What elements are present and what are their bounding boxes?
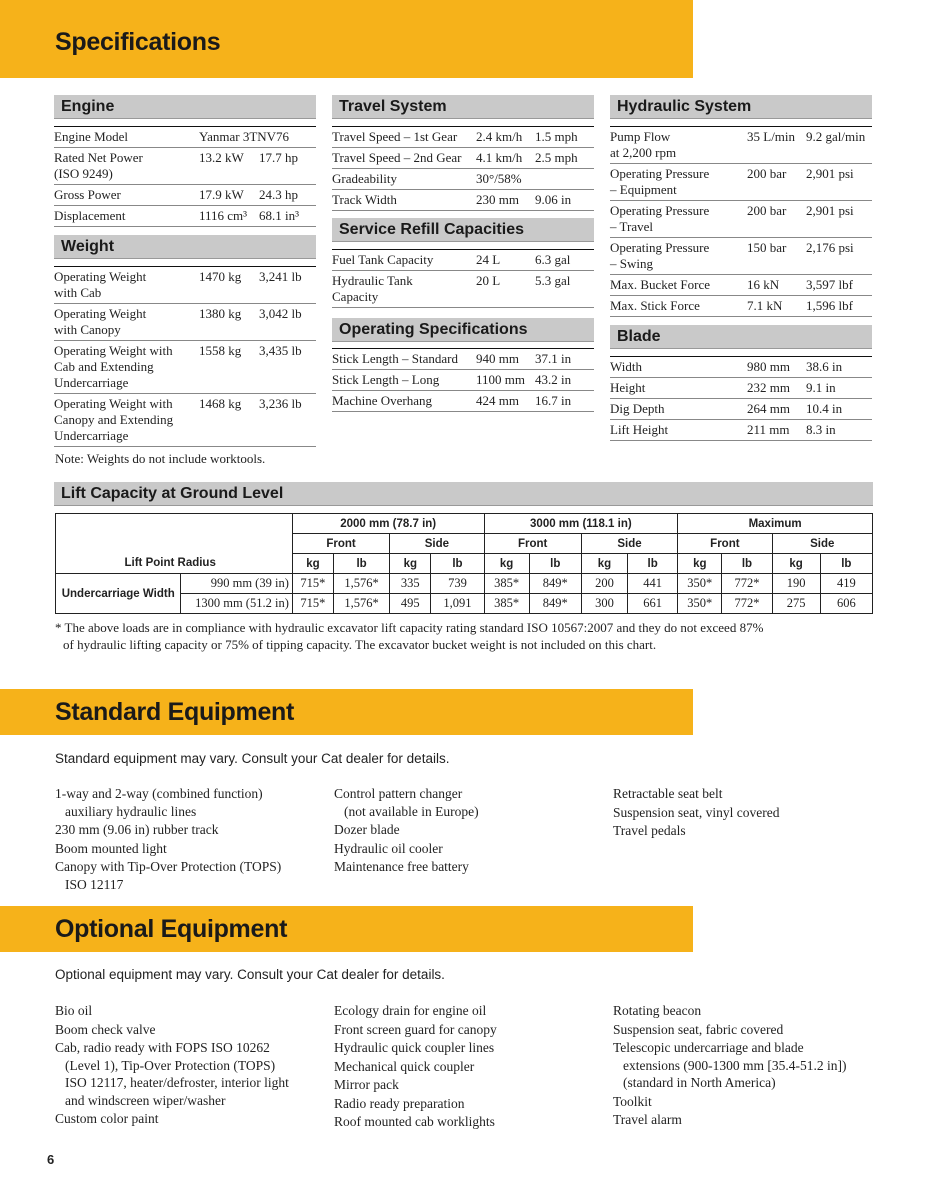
equipment-item: Dozer blade	[334, 822, 400, 837]
spec-metric: 1558 kg	[199, 341, 259, 394]
spec-metric: Yanmar 3TNV76	[199, 127, 316, 148]
spec-label: Height	[610, 378, 747, 399]
unit-lb: lb	[431, 554, 484, 574]
lift-cell: 350*	[678, 594, 722, 614]
spec-label: Operating Weight with Cab and Extending Undercarriage	[54, 341, 199, 394]
blade-heading: Blade	[610, 325, 872, 349]
unit-lb: lb	[529, 554, 581, 574]
spec-row	[54, 341, 316, 394]
spec-imperial: 2.5 mph	[535, 148, 594, 169]
lift-cell: 1,091	[431, 594, 484, 614]
equipment-item: Maintenance free battery	[334, 859, 469, 874]
lift-cell: 385*	[484, 594, 529, 614]
lift-group-2000: 2000 mm (78.7 in)	[292, 514, 484, 534]
spec-metric: 7.1 kN	[747, 296, 806, 317]
lift-cell: 275	[772, 594, 820, 614]
spec-row	[54, 394, 316, 447]
lift-cell: 661	[628, 594, 678, 614]
spec-metric: 424 mm	[476, 391, 535, 412]
lift-cell: 335	[390, 574, 431, 594]
spec-row	[610, 399, 872, 420]
equipment-item: Suspension seat, vinyl covered	[613, 804, 780, 820]
front-label: Front	[292, 534, 389, 554]
equipment-item: Hydraulic quick coupler lines	[334, 1040, 495, 1055]
spec-label: Travel Speed – 1st Gear	[332, 127, 476, 148]
lift-capacity-table	[55, 513, 873, 614]
lift-row	[56, 574, 873, 594]
front-label: Front	[484, 534, 581, 554]
spec-metric: 35 L/min	[747, 127, 806, 164]
lift-cell: 350*	[678, 574, 722, 594]
spec-metric: 17.9 kW	[199, 185, 259, 206]
equipment-item: Cab, radio ready with FOPS ISO 10262 (Level 1), Tip-Over Protection (TOPS) ISO 12117, heater/defroster, interior light and windscreen wiper/washer	[55, 1040, 289, 1108]
travel-table	[332, 126, 594, 211]
spec-metric: 24 L	[476, 250, 535, 271]
equipment-item: Ecology drain for engine oil	[334, 1003, 487, 1018]
spec-label: Rated Net Power (ISO 9249)	[54, 148, 199, 185]
equipment-item: Rotating beacon	[613, 1003, 702, 1018]
equipment-item: Retractable seat belt	[613, 786, 723, 801]
unit-lb: lb	[820, 554, 872, 574]
engine-table	[54, 126, 316, 227]
equipment-item: Travel pedals	[613, 823, 686, 838]
lift-row-width: 1300 mm (51.2 in)	[181, 594, 292, 614]
engine-heading: Engine	[54, 95, 316, 119]
unit-kg: kg	[772, 554, 820, 574]
spec-imperial: 38.6 in	[806, 357, 872, 378]
lift-cell: 385*	[484, 574, 529, 594]
page-number: 6	[47, 1152, 55, 1167]
lift-cell: 300	[581, 594, 627, 614]
optional-list-col1	[55, 1002, 325, 1129]
equipment-item: Travel alarm	[613, 1112, 682, 1127]
equipment-item: Mechanical quick coupler	[334, 1058, 475, 1074]
spec-label: Stick Length – Long	[332, 370, 476, 391]
spec-metric: 940 mm	[476, 349, 535, 370]
blade-table	[610, 356, 872, 441]
standard-list-col2	[334, 785, 604, 877]
spec-imperial: 2,901 psi	[806, 201, 872, 238]
weight-heading: Weight	[54, 235, 316, 259]
unit-kg: kg	[390, 554, 431, 574]
spec-row	[332, 370, 594, 391]
spec-row	[54, 206, 316, 227]
spec-metric: 150 bar	[747, 238, 806, 275]
spec-imperial: 1.5 mph	[535, 127, 594, 148]
hydraulic-table	[610, 126, 872, 317]
lift-radius-label: Lift Point Radius	[56, 554, 293, 574]
spec-label: Gradeability	[332, 169, 476, 190]
spec-label: Max. Stick Force	[610, 296, 747, 317]
spec-imperial: 8.3 in	[806, 420, 872, 441]
equipment-item: Boom mounted light	[55, 840, 167, 856]
refill-table	[332, 249, 594, 308]
equipment-item: Suspension seat, fabric covered	[613, 1021, 784, 1037]
spec-label: Lift Height	[610, 420, 747, 441]
spec-label: Operating Pressure – Equipment	[610, 164, 747, 201]
spec-row	[332, 391, 594, 412]
equipment-item: Hydraulic oil cooler	[334, 840, 443, 856]
front-label: Front	[678, 534, 772, 554]
page-title: Specifications	[55, 28, 221, 56]
optional-equipment-banner	[0, 906, 693, 952]
spec-imperial: 3,597 lbf	[806, 275, 872, 296]
operating-table	[332, 348, 594, 412]
spec-metric: 980 mm	[747, 357, 806, 378]
spec-imperial: 17.7 hp	[259, 148, 316, 185]
spec-imperial: 9.06 in	[535, 190, 594, 211]
lift-cell: 441	[628, 574, 678, 594]
spec-row	[610, 127, 872, 164]
spec-imperial: 68.1 in³	[259, 206, 316, 227]
equipment-item: Boom check valve	[55, 1021, 156, 1037]
spec-label: Operating Pressure – Travel	[610, 201, 747, 238]
spec-metric: 2.4 km/h	[476, 127, 535, 148]
optional-list-col2	[334, 1002, 604, 1132]
undercarriage-width-label: Undercarriage Width	[56, 574, 181, 614]
unit-kg: kg	[678, 554, 722, 574]
spec-metric: 1116 cm³	[199, 206, 259, 227]
equipment-item: Bio oil	[55, 1003, 93, 1018]
spec-row	[54, 148, 316, 185]
spec-imperial: 2,901 psi	[806, 164, 872, 201]
lift-cell: 200	[581, 574, 627, 594]
spec-metric: 200 bar	[747, 201, 806, 238]
spec-row	[332, 250, 594, 271]
spec-imperial: 2,176 psi	[806, 238, 872, 275]
spec-metric: 1468 kg	[199, 394, 259, 447]
optional-equipment-title: Optional Equipment	[55, 915, 288, 943]
spec-label: Max. Bucket Force	[610, 275, 747, 296]
spec-label: Dig Depth	[610, 399, 747, 420]
equipment-item: Mirror pack	[334, 1077, 399, 1092]
lift-footnote-2: of hydraulic lifting capacity or 75% of tipping capacity. The excavator bucket weight is not included on this chart.	[63, 637, 657, 652]
spec-label: Operating Weight with Canopy and Extending Undercarriage	[54, 394, 199, 447]
equipment-item: 1-way and 2-way (combined function) auxiliary hydraulic lines	[55, 786, 263, 819]
spec-metric: 13.2 kW	[199, 148, 259, 185]
spec-imperial: 16.7 in	[535, 391, 594, 412]
equipment-item: Control pattern changer (not available in Europe)	[334, 786, 479, 819]
spec-imperial: 24.3 hp	[259, 185, 316, 206]
spec-label: Operating Weight with Canopy	[54, 304, 199, 341]
weight-note: Note: Weights do not include worktools.	[55, 451, 266, 466]
side-label: Side	[581, 534, 677, 554]
spec-row	[610, 420, 872, 441]
spec-row	[332, 169, 594, 190]
equipment-item: Custom color paint	[55, 1111, 159, 1126]
spec-imperial: 3,435 lb	[259, 341, 316, 394]
optional-equipment-intro: Optional equipment may vary. Consult your Cat dealer for details.	[55, 967, 445, 982]
weight-table	[54, 266, 316, 447]
spec-label: Travel Speed – 2nd Gear	[332, 148, 476, 169]
spec-row	[332, 148, 594, 169]
spec-row	[54, 127, 316, 148]
spec-metric: 211 mm	[747, 420, 806, 441]
spec-label: Engine Model	[54, 127, 199, 148]
spec-row	[332, 349, 594, 370]
spec-label: Stick Length – Standard	[332, 349, 476, 370]
optional-list-col3	[613, 1002, 873, 1130]
spec-label: Fuel Tank Capacity	[332, 250, 476, 271]
spec-imperial: 43.2 in	[535, 370, 594, 391]
spec-imperial: 3,236 lb	[259, 394, 316, 447]
spec-metric: 20 L	[476, 271, 535, 308]
lift-cell: 606	[820, 594, 872, 614]
spec-row	[610, 275, 872, 296]
unit-kg: kg	[292, 554, 333, 574]
lift-cell: 849*	[529, 594, 581, 614]
spec-metric: 1380 kg	[199, 304, 259, 341]
spec-imperial: 37.1 in	[535, 349, 594, 370]
spec-label: Displacement	[54, 206, 199, 227]
spec-row	[610, 296, 872, 317]
spec-row	[54, 267, 316, 304]
lift-cell: 190	[772, 574, 820, 594]
lift-cell: 419	[820, 574, 872, 594]
spec-imperial: 1,596 lbf	[806, 296, 872, 317]
equipment-item: Radio ready preparation	[334, 1095, 465, 1111]
spec-label: Machine Overhang	[332, 391, 476, 412]
lift-cell: 1,576*	[334, 574, 390, 594]
equipment-item: Telescopic undercarriage and blade extensions (900-1300 mm [35.4-51.2 in]) (standard in North America)	[613, 1040, 847, 1090]
operating-heading: Operating Specifications	[332, 318, 594, 342]
spec-metric: 264 mm	[747, 399, 806, 420]
side-label: Side	[772, 534, 872, 554]
refill-heading: Service Refill Capacities	[332, 218, 594, 242]
spec-metric: 30°/58%	[476, 169, 535, 190]
spec-imperial: 9.1 in	[806, 378, 872, 399]
standard-list-col1	[55, 785, 325, 894]
equipment-item: Canopy with Tip-Over Protection (TOPS) ISO 12117	[55, 859, 282, 892]
unit-lb: lb	[628, 554, 678, 574]
spec-row	[610, 357, 872, 378]
spec-imperial: 10.4 in	[806, 399, 872, 420]
lift-group-maximum: Maximum	[678, 514, 873, 534]
unit-kg: kg	[581, 554, 627, 574]
spec-metric: 230 mm	[476, 190, 535, 211]
spec-label: Operating Weight with Cab	[54, 267, 199, 304]
spec-metric: 232 mm	[747, 378, 806, 399]
lift-cell: 739	[431, 574, 484, 594]
standard-list-col3	[613, 785, 873, 841]
spec-label: Track Width	[332, 190, 476, 211]
spec-row	[54, 304, 316, 341]
unit-lb: lb	[334, 554, 390, 574]
lift-cell: 1,576*	[334, 594, 390, 614]
spec-label: Width	[610, 357, 747, 378]
spec-metric: 1100 mm	[476, 370, 535, 391]
lift-cell: 495	[390, 594, 431, 614]
spec-imperial: 6.3 gal	[535, 250, 594, 271]
spec-label: Gross Power	[54, 185, 199, 206]
spec-row	[610, 164, 872, 201]
spec-row	[610, 201, 872, 238]
standard-equipment-intro: Standard equipment may vary. Consult your Cat dealer for details.	[55, 751, 450, 766]
lift-cell: 772*	[722, 574, 772, 594]
spec-imperial: 3,241 lb	[259, 267, 316, 304]
spec-row	[610, 378, 872, 399]
unit-lb: lb	[722, 554, 772, 574]
lift-row-width: 990 mm (39 in)	[181, 574, 292, 594]
lift-cell: 772*	[722, 594, 772, 614]
lift-cell: 715*	[292, 574, 333, 594]
spec-metric: 4.1 km/h	[476, 148, 535, 169]
specifications-banner	[0, 0, 693, 78]
lift-cell: 849*	[529, 574, 581, 594]
lift-heading: Lift Capacity at Ground Level	[54, 482, 873, 506]
lift-footnote-1: * The above loads are in compliance with hydraulic excavator lift capacity rating standard ISO 10567:2007 and they do not exceed 87%	[55, 620, 764, 635]
equipment-item: Front screen guard for canopy	[334, 1021, 497, 1037]
spec-metric: 16 kN	[747, 275, 806, 296]
lift-group-3000: 3000 mm (118.1 in)	[484, 514, 678, 534]
unit-kg: kg	[484, 554, 529, 574]
travel-heading: Travel System	[332, 95, 594, 119]
hydraulic-heading: Hydraulic System	[610, 95, 872, 119]
standard-equipment-banner	[0, 689, 693, 735]
spec-imperial: 9.2 gal/min	[806, 127, 872, 164]
equipment-item: 230 mm (9.06 in) rubber track	[55, 822, 219, 837]
spec-row	[332, 271, 594, 308]
spec-metric: 200 bar	[747, 164, 806, 201]
spec-imperial: 5.3 gal	[535, 271, 594, 308]
spec-label: Operating Pressure – Swing	[610, 238, 747, 275]
spec-imperial: 3,042 lb	[259, 304, 316, 341]
spec-row	[332, 127, 594, 148]
spec-metric: 1470 kg	[199, 267, 259, 304]
side-label: Side	[390, 534, 484, 554]
lift-cell: 715*	[292, 594, 333, 614]
spec-imperial	[535, 169, 594, 190]
standard-equipment-title: Standard Equipment	[55, 698, 295, 726]
spec-row	[610, 238, 872, 275]
spec-row	[54, 185, 316, 206]
spec-label: Hydraulic Tank Capacity	[332, 271, 476, 308]
spec-row	[332, 190, 594, 211]
equipment-item: Toolkit	[613, 1093, 652, 1109]
equipment-item: Roof mounted cab worklights	[334, 1114, 495, 1129]
spec-label: Pump Flow at 2,200 rpm	[610, 127, 747, 164]
